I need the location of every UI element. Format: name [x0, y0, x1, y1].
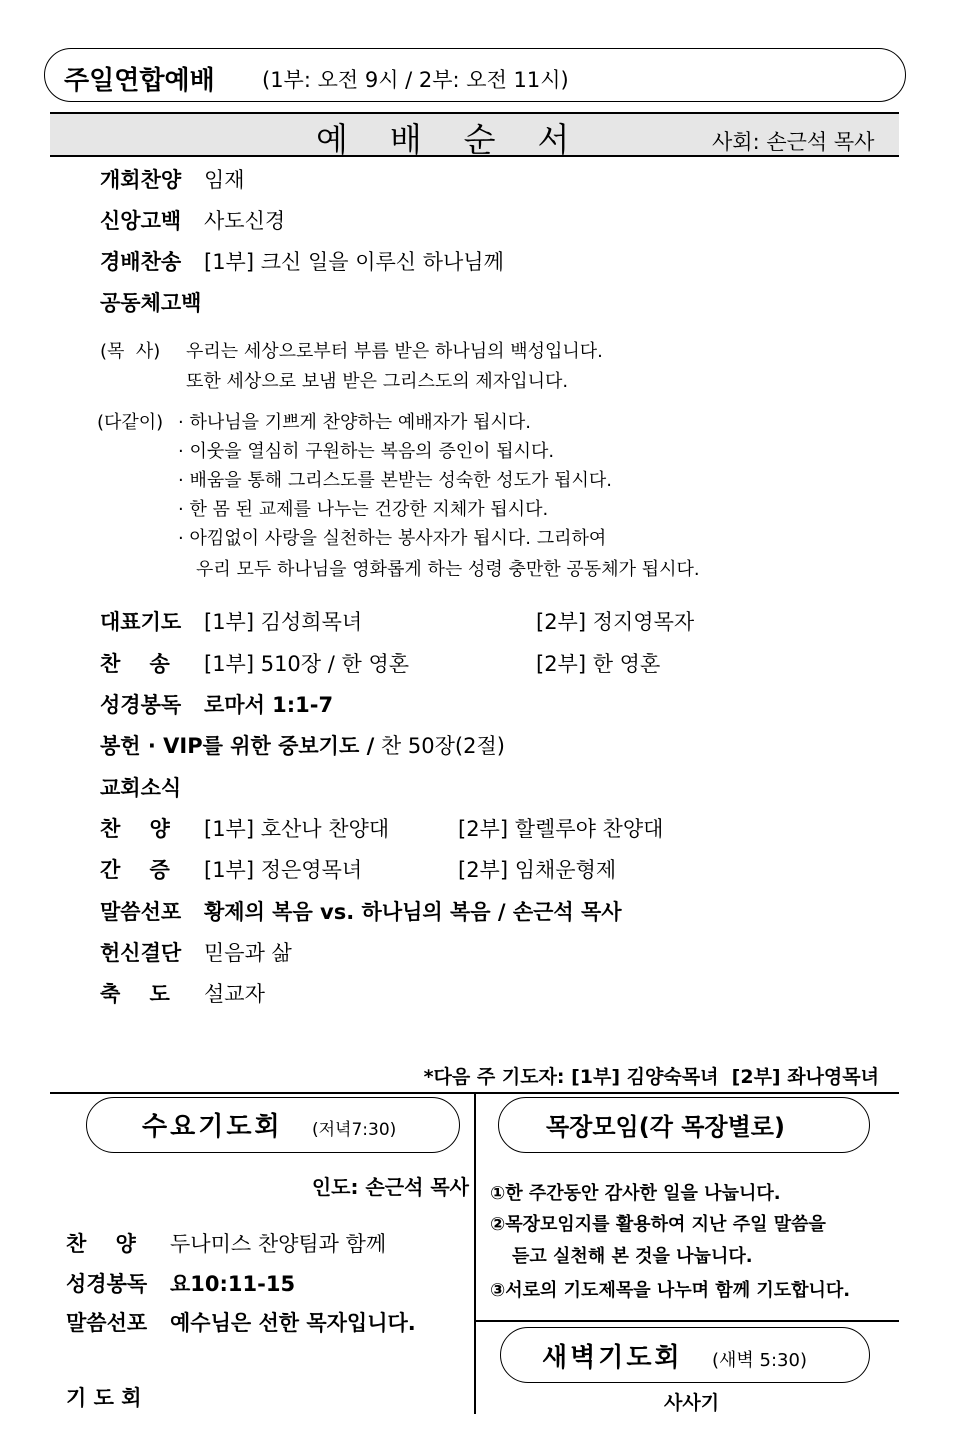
item-value-2: [2부] 한 영혼: [536, 652, 661, 676]
right-mid-rule: [475, 1320, 899, 1322]
cell-line: ①한 주간동안 감사한 일을 나눕니다.: [490, 1183, 781, 1204]
item-label: 성경봉독: [66, 1272, 148, 1296]
item-news: [100, 772, 204, 802]
item-reading: [100, 689, 333, 719]
service-times: (1부: 오전 9시 / 2부: 오전 11시): [262, 68, 569, 92]
item-prayer: [100, 606, 362, 636]
item-label: 말씀선포: [66, 1311, 148, 1335]
confession-pastor-line: 우리는 세상으로부터 부름 받은 하나님의 백성입니다.: [186, 341, 603, 362]
cell-title: 목장모임(각 목장별로): [546, 1113, 785, 1141]
item-value: 로마서 1:1-7: [204, 693, 334, 717]
service-title: 주일연합예배: [64, 66, 215, 96]
item-label: 경배찬송: [100, 250, 182, 274]
item-label: 봉헌 · VIP를 위한 중보기도 /: [100, 734, 375, 758]
confession-pastor-label: (목 사): [100, 341, 161, 362]
order-host: 사회: 손근석 목사: [712, 130, 875, 154]
item-choir: [100, 813, 389, 843]
item-value: 임재: [204, 168, 245, 192]
item-label: 축 도: [100, 982, 170, 1006]
item-label: 찬 송: [100, 652, 170, 676]
dawn-time: (새벽 5:30): [712, 1350, 807, 1371]
item-label: 찬 양: [66, 1232, 136, 1256]
cell-line: 듣고 실천해 본 것을 나눕니다.: [512, 1246, 753, 1267]
item-value: 찬 50장(2절): [380, 734, 505, 758]
item-benediction: [100, 978, 265, 1008]
item-label: 공동체고백: [100, 291, 202, 315]
item-value: [1부] 크신 일을 이루신 하나님께: [204, 250, 504, 274]
item-confession: [100, 287, 204, 317]
item-label: 신앙고백: [100, 209, 182, 233]
bottom-divider: [474, 1093, 476, 1414]
item-label: 교회소식: [100, 776, 182, 800]
item-value: 황제의 복음 vs. 하나님의 복음 / 손근석 목사: [204, 900, 622, 924]
wednesday-time: (저녁7:30): [312, 1120, 397, 1140]
wednesday-prayer: 기 도 회: [66, 1386, 142, 1410]
item-dedication: [100, 937, 292, 967]
cell-line: ③서로의 기도제목을 나누며 함께 기도합니다.: [490, 1280, 851, 1301]
wednesday-sermon: [66, 1307, 416, 1337]
item-label: 말씀선포: [100, 900, 182, 924]
dawn-title: 새벽기도회: [542, 1343, 683, 1373]
item-value: 요10:11-15: [170, 1272, 296, 1296]
item-value: [1부] 김성희목녀: [204, 610, 363, 634]
wednesday-leader: 인도: 손근석 목사: [311, 1175, 469, 1199]
item-label: 개회찬양: [100, 168, 182, 192]
confession-all-line: · 아낌없이 사랑을 실천하는 봉사자가 됩시다. 그리하여: [178, 528, 607, 549]
item-testimony: [100, 854, 362, 884]
item-value-2: [2부] 정지영목자: [536, 610, 695, 634]
confession-pastor-line: 또한 세상으로 보냄 받은 그리스도의 제자입니다.: [186, 371, 569, 392]
item-value: 사도신경: [204, 209, 286, 233]
confession-all-line: · 한 몸 된 교제를 나누는 건강한 지체가 됩시다.: [178, 499, 549, 520]
item-offering: [100, 730, 505, 760]
item-opening: [100, 164, 245, 194]
order-title: 예 배 순 서: [316, 120, 570, 159]
item-value-2: [2부] 임채운형제: [458, 858, 617, 882]
item-value: [1부] 호산나 찬양대: [204, 817, 390, 841]
confession-all-line: 우리 모두 하나님을 영화롭게 하는 성령 충만한 공동체가 됩시다.: [196, 559, 700, 580]
item-hymn: [100, 246, 504, 276]
cell-line: ②목장모임지를 활용하여 지난 주일 말씀을: [490, 1214, 826, 1235]
dawn-text: 사사기: [664, 1392, 720, 1414]
next-week-prayers: *다음 주 기도자: [1부] 김양숙목녀 [2부] 좌나영목녀: [423, 1066, 879, 1088]
item-label: 찬 양: [100, 817, 170, 841]
item-label: 대표기도: [100, 610, 182, 634]
wednesday-title: 수요기도회: [142, 1112, 283, 1142]
item-creed: [100, 205, 285, 235]
confession-all-line: · 이웃을 열심히 구원하는 복음의 증인이 됩시다.: [178, 441, 555, 462]
item-hymn2: [100, 648, 409, 678]
wednesday-praise: [66, 1228, 386, 1258]
item-value-2: [2부] 할렐루야 찬양대: [458, 817, 664, 841]
item-value: 설교자: [204, 982, 265, 1006]
item-value: [1부] 정은영목녀: [204, 858, 363, 882]
item-value: 믿음과 삶: [204, 941, 292, 965]
item-label: 헌신결단: [100, 941, 182, 965]
confession-all-line: · 하나님을 기쁘게 찬양하는 예배자가 됩시다.: [178, 412, 532, 433]
item-label: 간 증: [100, 858, 170, 882]
item-value: 예수님은 선한 목자입니다.: [170, 1311, 416, 1335]
item-value: [1부] 510장 / 한 영혼: [204, 652, 410, 676]
wednesday-reading: [66, 1268, 295, 1298]
item-label: 성경봉독: [100, 693, 182, 717]
confession-all-line: · 배움을 통해 그리스도를 본받는 성숙한 성도가 됩시다.: [178, 470, 613, 491]
item-sermon: [100, 896, 622, 926]
confession-all-label: (다같이): [97, 412, 164, 433]
item-value: 두나미스 찬양팀과 함께: [170, 1232, 387, 1256]
